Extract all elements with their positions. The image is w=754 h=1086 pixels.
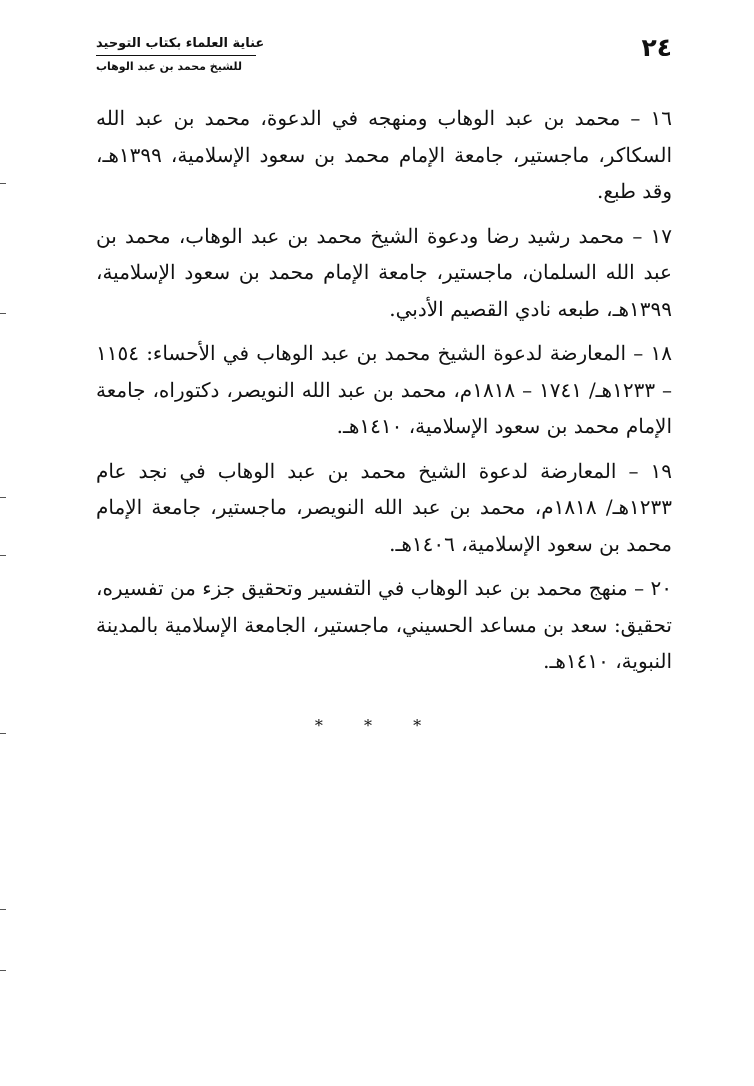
entry-number: ١٨: [650, 341, 673, 365]
section-separator: * * *: [314, 716, 440, 735]
scan-edge-mark: [0, 313, 6, 314]
bibliography-entry-20: ٢٠ – منهج محمد بن عبد الوهاب في التفسير وتحقيق جزء من تفسيره، تحقيق: سعد بن مساعد الحسيني، ماجستير، الجامعة الإسلامية بالمدينة النبوية، ١٤١٠هـ.: [96, 576, 672, 673]
entry-number: ١٧: [650, 223, 673, 248]
bibliography-entry-18: ١٨ – المعارضة لدعوة الشيخ محمد بن عبد الوهاب في الأحساء: ١١٥٤ – ١٢٣٣هـ/ ١٧٤١ – ١٨١٨م، محمد بن عبد الله النويصر، دكتوراه، جامعة الإمام محمد بن سعود الإسلامية، ١٤١٠هـ.: [96, 341, 673, 438]
running-title: عناية العلماء بكتاب التوحيد: [96, 36, 265, 51]
bibliography-entry-16: ١٦ – محمد بن عبد الوهاب ومنهجه في الدعوة، محمد بن عبد الله السكاكر، ماجستير، جامعة الإمام محمد بن سعود الإسلامية، ١٣٩٩هـ، وقد طبع.: [96, 106, 672, 203]
entry-text: المعارضة لدعوة الشيخ محمد بن عبد الوهاب في نجد عام ١٢٣٣هـ/ ١٨١٨م، محمد بن عبد الله النويصر، ماجستير، جامعة الإمام محمد بن سعود الإسلامية، ١٤٠٦هـ.: [96, 458, 672, 556]
scan-edge-mark: [0, 970, 6, 971]
page-number: ٢٤: [641, 33, 672, 62]
bibliography-entry-17: ١٧ – محمد رشيد رضا ودعوة الشيخ محمد بن عبد الوهاب، محمد بن عبد الله السلمان، ماجستير، جامعة الإمام محمد بن سعود الإسلامية، ١٣٩٩هـ، طبعه نادي القصيم الأدبي.: [96, 223, 673, 321]
scan-edge-mark: [0, 909, 6, 910]
scan-edge-mark: [0, 555, 6, 556]
scan-edge-mark: [0, 497, 6, 498]
entry-text: محمد بن عبد الوهاب ومنهجه في الدعوة، محمد بن عبد الله السكاكر، ماجستير، جامعة الإمام محمد بن سعود الإسلامية، ١٣٩٩هـ، وقد طبع.: [96, 106, 672, 203]
entry-text: محمد رشيد رضا ودعوة الشيخ محمد بن عبد الوهاب، محمد بن عبد الله السلمان، ماجستير، جامعة الإمام محمد بن سعود الإسلامية، ١٣٩٩هـ، طبعه نادي القصيم الأدبي.: [96, 223, 672, 321]
entry-number: ١٦: [650, 106, 672, 130]
entry-number: ٢٠: [650, 576, 672, 600]
bibliography-entry-19: ١٩ – المعارضة لدعوة الشيخ محمد بن عبد الوهاب في نجد عام ١٢٣٣هـ/ ١٨١٨م، محمد بن عبد الله النويصر، ماجستير، جامعة الإمام محمد بن سعود الإسلامية، ١٤٠٦هـ.: [96, 458, 672, 556]
entry-text: منهج محمد بن عبد الوهاب في التفسير وتحقيق جزء من تفسيره، تحقيق: سعد بن مساعد الحسيني، ماجستير، الجامعة الإسلامية بالمدينة النبوية، ١٤١٠هـ.: [96, 576, 672, 673]
header-rule: [96, 55, 256, 56]
page-header: [96, 32, 672, 80]
running-subtitle: للشيخ محمد بن عبد الوهاب: [96, 60, 243, 73]
entry-text: المعارضة لدعوة الشيخ محمد بن عبد الوهاب في الأحساء: ١١٥٤ – ١٢٣٣هـ/ ١٧٤١ – ١٨١٨م، محمد بن عبد الله النويصر، دكتوراه، جامعة الإمام محمد بن سعود الإسلامية، ١٤١٠هـ.: [96, 341, 672, 438]
scan-edge-mark: [0, 183, 6, 184]
bibliography-list: [96, 100, 672, 688]
entry-number: ١٩: [650, 458, 672, 483]
scan-edge-mark: [0, 733, 6, 734]
